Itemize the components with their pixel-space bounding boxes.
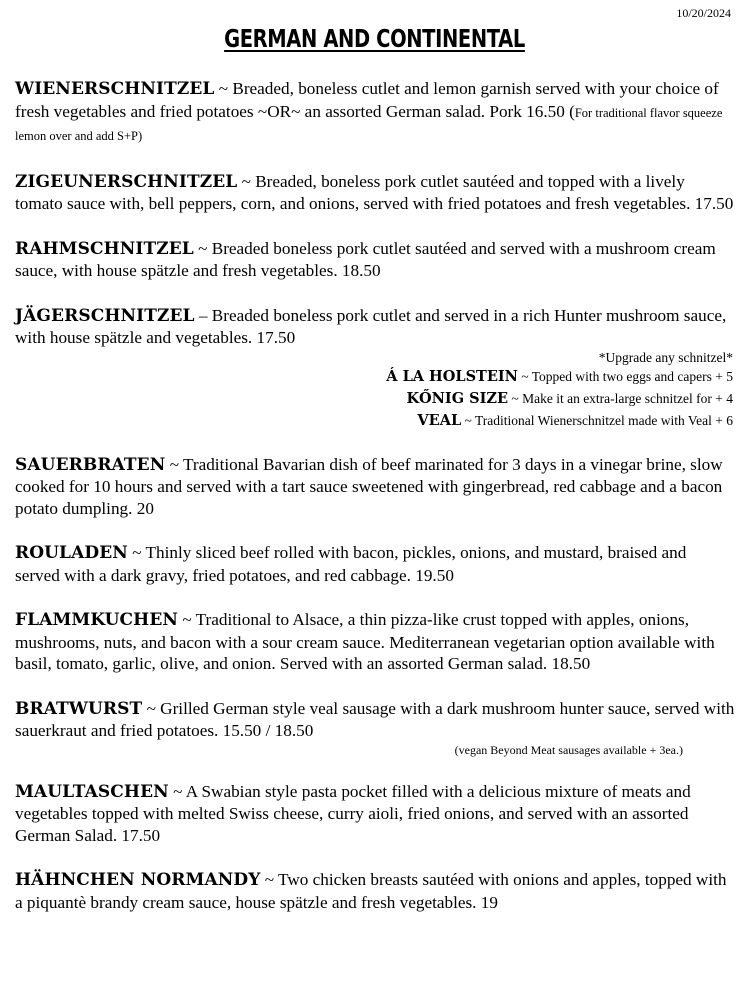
item-description: ~ Breaded boneless pork cutlet sautéed and served with a mushroom cream sauce, with house spätzle and fresh vegetables. 18.50 — [15, 238, 716, 280]
upgrade-option-holstein — [15, 366, 733, 388]
upgrade-description: ~ Make it an extra-large schnitzel for + 4 — [508, 390, 733, 406]
menu-list — [15, 78, 735, 913]
menu-item-wienerschnitzel — [15, 78, 735, 148]
item-description: ~ Grilled German style veal sausage with a dark mushroom hunter sauce, served with sauerkraut and fried potatoes. 15.50 / 18.50 — [15, 698, 735, 740]
item-description: ~ Traditional to Alsace, a thin pizza-like crust topped with apples, onions, mushrooms, nuts, and bacon with a sour cream sauce. Mediterranean vegetarian option available with basil, tomato, garlic, olive, and onion. Served with an assorted German salad. 18.50 — [15, 610, 715, 673]
bratwurst-vegan-note: (vegan Beyond Meat sausages available + 3ea.) — [454, 742, 683, 757]
menu-item-bratwurst — [15, 698, 735, 742]
upgrade-description: ~ Topped with two eggs and capers + 5 — [517, 368, 733, 384]
item-name: HÄHNCHEN NORMANDY — [15, 870, 261, 890]
item-description: ~ Breaded, boneless pork cutlet sautéed and topped with a lively tomato sauce with, bell peppers, corn, and onions, served with fried potatoes and fresh vegetables. 17.50 — [15, 171, 734, 213]
item-description: ~ Breaded, boneless cutlet and lemon garnish served with your choice of fresh vegetables and fried potatoes ~OR~ an assorted German salad. Pork 16.50 ( — [15, 79, 719, 121]
menu-item-zigeunerschnitzel — [15, 171, 735, 215]
item-name: SAUERBRATEN — [15, 454, 166, 475]
item-name: ZIGEUNERSCHNITZEL — [15, 171, 238, 192]
schnitzel-upgrades — [15, 349, 733, 432]
menu-item-maultaschen — [15, 781, 735, 847]
upgrades-header: *Upgrade any schnitzel* — [598, 349, 733, 365]
menu-item-sauerbraten — [15, 454, 735, 520]
item-name: FLAMMKUCHEN — [15, 610, 179, 630]
item-name: WIENERSCHNITZEL — [15, 79, 215, 99]
menu-item-rouladen — [15, 542, 735, 586]
item-name: JÄGERSCHNITZEL — [15, 305, 195, 326]
menu-item-jagerschnitzel — [15, 305, 735, 349]
item-note: For traditional flavor squeeze lemon over and add S+P) — [15, 105, 723, 143]
item-name: BRATWURST — [15, 698, 143, 719]
item-description: ~ Traditional Bavarian dish of beef marinated for 3 days in a vinegar brine, slow cooked for 10 hours and served with a tart sauce sweetened with gingerbread, red cabbage and a bacon potato dumpling. 20 — [15, 454, 723, 518]
item-name: MAULTASCHEN — [15, 781, 169, 802]
upgrade-description: ~ Traditional Wienerschnitzel made with Veal + 6 — [461, 412, 733, 428]
menu-item-rahmschnitzel — [15, 238, 735, 282]
upgrade-option-konig-size — [15, 388, 733, 410]
upgrade-name: KŐNIG SIZE — [406, 389, 509, 407]
upgrade-name: Á LA HOLSTEIN — [386, 367, 518, 385]
item-name: ROULADEN — [15, 543, 128, 563]
item-description: – Breaded boneless pork cutlet and served in a rich Hunter mushroom sauce, with house spätzle and vegetables. 17.50 — [15, 305, 727, 347]
item-description: ~ A Swabian style pasta pocket filled with a delicious mixture of meats and vegetables topped with melted Swiss cheese, curry aioli, fried onions, and served with an assorted German Salad. 17.50 — [15, 781, 691, 845]
menu-item-flammkuchen — [15, 609, 735, 675]
item-description: ~ Two chicken breasts sautéed with onions and apples, topped with a piquantè brandy cream sauce, house spätzle and fresh vegetables. 19 — [15, 870, 727, 912]
item-description: ~ Thinly sliced beef rolled with bacon, pickles, onions, and mustard, braised and served with a dark gravy, fried potatoes, and red cabbage. 19.50 — [15, 543, 687, 585]
upgrade-name: VEAL — [417, 411, 462, 429]
upgrade-option-veal — [15, 410, 733, 432]
item-name: RAHMSCHNITZEL — [15, 238, 194, 259]
menu-item-hahnchen-normandy — [15, 869, 735, 913]
page-title: GERMAN AND CONTINENTAL — [224, 24, 525, 53]
menu-date: 10/20/2024 — [676, 6, 731, 20]
